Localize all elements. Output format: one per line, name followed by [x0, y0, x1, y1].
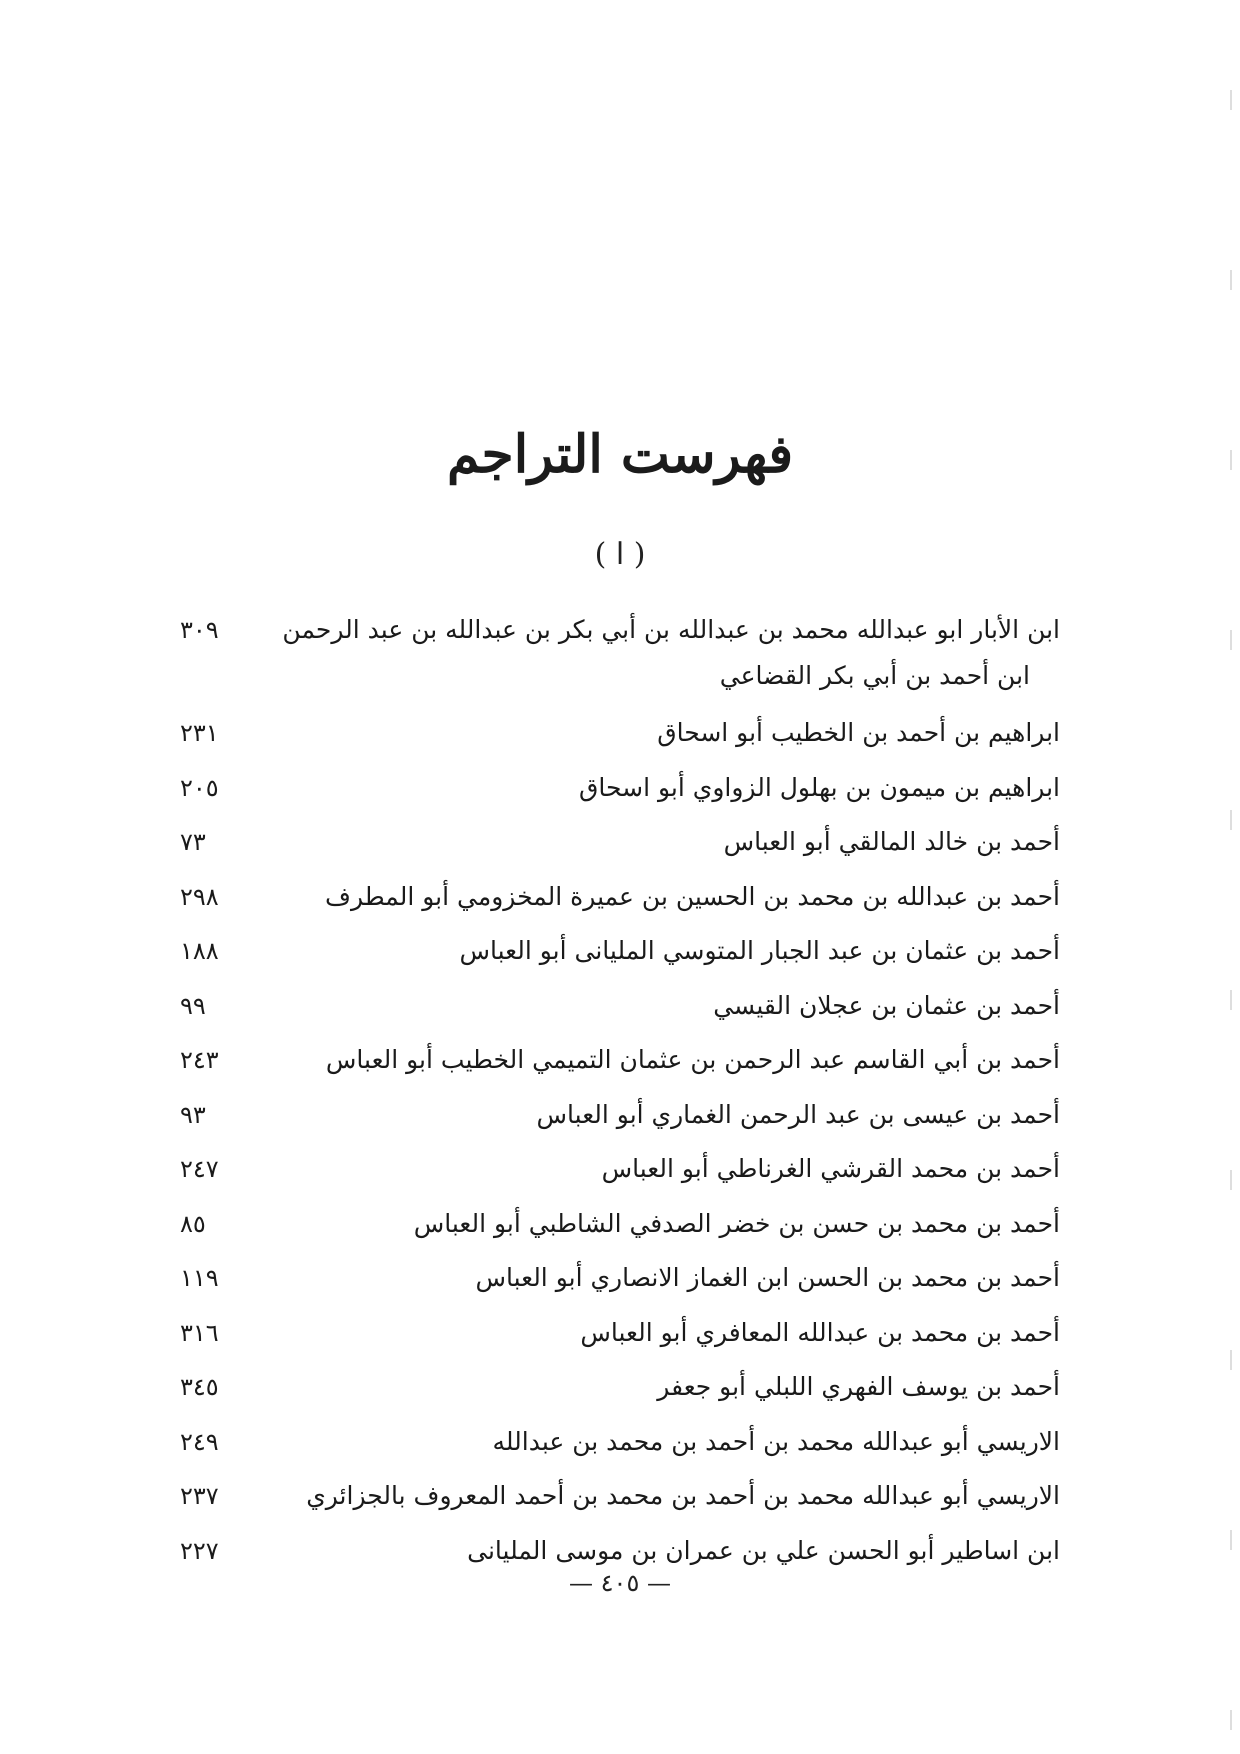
entry-name: أحمد بن أبي القاسم عبد الرحمن بن عثمان التميمي الخطيب أبو العباس	[325, 1045, 1060, 1074]
entry-name: الاريسي أبو عبدالله محمد بن أحمد بن محمد بن أحمد المعروف بالجزائري	[306, 1481, 1060, 1510]
biography-index-list	[180, 607, 1060, 1582]
entry-page-number: ١١٩	[180, 1264, 219, 1292]
entry-name: أحمد بن محمد بن الحسن ابن الغماز الانصاري أبو العباس	[475, 1263, 1060, 1292]
index-entry	[180, 1364, 1060, 1419]
page-title: فهرست التراجم	[446, 423, 794, 485]
index-entry	[180, 710, 1060, 765]
entry-page-number: ٣١٦	[180, 1318, 219, 1347]
entry-page-number: ١٨٨	[180, 937, 219, 965]
entry-page-number: ٨٥	[180, 1209, 206, 1238]
entry-name: أحمد بن محمد بن عبدالله المعافري أبو العباس	[580, 1317, 1060, 1347]
entry-name: أحمد بن محمد بن حسن بن خضر الصدفي الشاطبي أبو العباس	[413, 1208, 1060, 1238]
entry-name: أحمد بن عبدالله بن محمد بن الحسين بن عميرة المخزومي أبو المطرف	[325, 881, 1060, 911]
entry-page-number: ٣٠٩	[180, 616, 219, 644]
entry-page-number: ٢٠٥	[180, 773, 219, 802]
index-entry	[180, 765, 1060, 820]
entry-page-number: ٧٣	[180, 828, 206, 856]
entry-name: أحمد بن عثمان بن عجلان القيسي	[713, 990, 1060, 1020]
entry-page-number: ٢٢٧	[180, 1536, 219, 1565]
index-entry	[180, 1419, 1060, 1474]
entry-page-number: ٢٣١	[180, 719, 219, 747]
entry-page-number: ٩٩	[180, 991, 206, 1020]
entry-name: أحمد بن عيسى بن عبد الرحمن الغماري أبو العباس	[536, 1099, 1060, 1129]
entry-name: الاريسي أبو عبدالله محمد بن أحمد بن محمد بن عبدالله	[492, 1426, 1060, 1456]
index-entry	[180, 1201, 1060, 1256]
entry-name: أحمد بن عثمان بن عبد الجبار المتوسي المليانى أبو العباس	[459, 936, 1060, 965]
entry-name: ابن الأبار ابو عبدالله محمد بن عبدالله بن أبي بكر بن عبدالله بن عبد الرحمن	[282, 615, 1060, 644]
index-entry	[180, 1146, 1060, 1201]
index-entry	[180, 819, 1060, 874]
entry-page-number: ٣٤٥	[180, 1373, 219, 1401]
entry-name: أحمد بن خالد المالقي أبو العباس	[723, 827, 1060, 856]
entry-page-number: ٢٤٣	[180, 1046, 219, 1074]
index-entry	[180, 928, 1060, 983]
index-entry	[180, 983, 1060, 1038]
entry-name: أحمد بن محمد القرشي الغرناطي أبو العباس	[601, 1154, 1060, 1183]
entry-name-continuation: ابن أحمد بن أبي بكر القضاعي	[719, 661, 1030, 690]
index-entry	[180, 607, 1060, 710]
entry-page-number: ٩٣	[180, 1100, 206, 1129]
page-number: — ٤٠٥ —	[569, 1569, 671, 1597]
section-letter-heading: ( ا )	[594, 537, 646, 572]
entry-page-number: ٢٤٧	[180, 1155, 219, 1183]
entry-page-number: ٢٩٨	[180, 882, 219, 911]
index-entry	[180, 1037, 1060, 1092]
page-edge-marks	[1230, 0, 1232, 1754]
entry-name: ابراهيم بن أحمد بن الخطيب أبو اسحاق	[657, 718, 1060, 747]
index-entry	[180, 1310, 1060, 1365]
entry-page-number: ٢٤٩	[180, 1427, 219, 1456]
entry-name: ابن اساطير أبو الحسن علي بن عمران بن موسى المليانى	[467, 1535, 1060, 1565]
index-entry	[180, 1473, 1060, 1528]
entry-page-number: ٢٣٧	[180, 1482, 219, 1510]
index-entry	[180, 1092, 1060, 1147]
index-entry	[180, 874, 1060, 929]
index-entry	[180, 1255, 1060, 1310]
entry-name: ابراهيم بن ميمون بن بهلول الزواوي أبو اسحاق	[579, 772, 1060, 802]
entry-name: أحمد بن يوسف الفهري اللبلي أبو جعفر	[657, 1372, 1060, 1401]
